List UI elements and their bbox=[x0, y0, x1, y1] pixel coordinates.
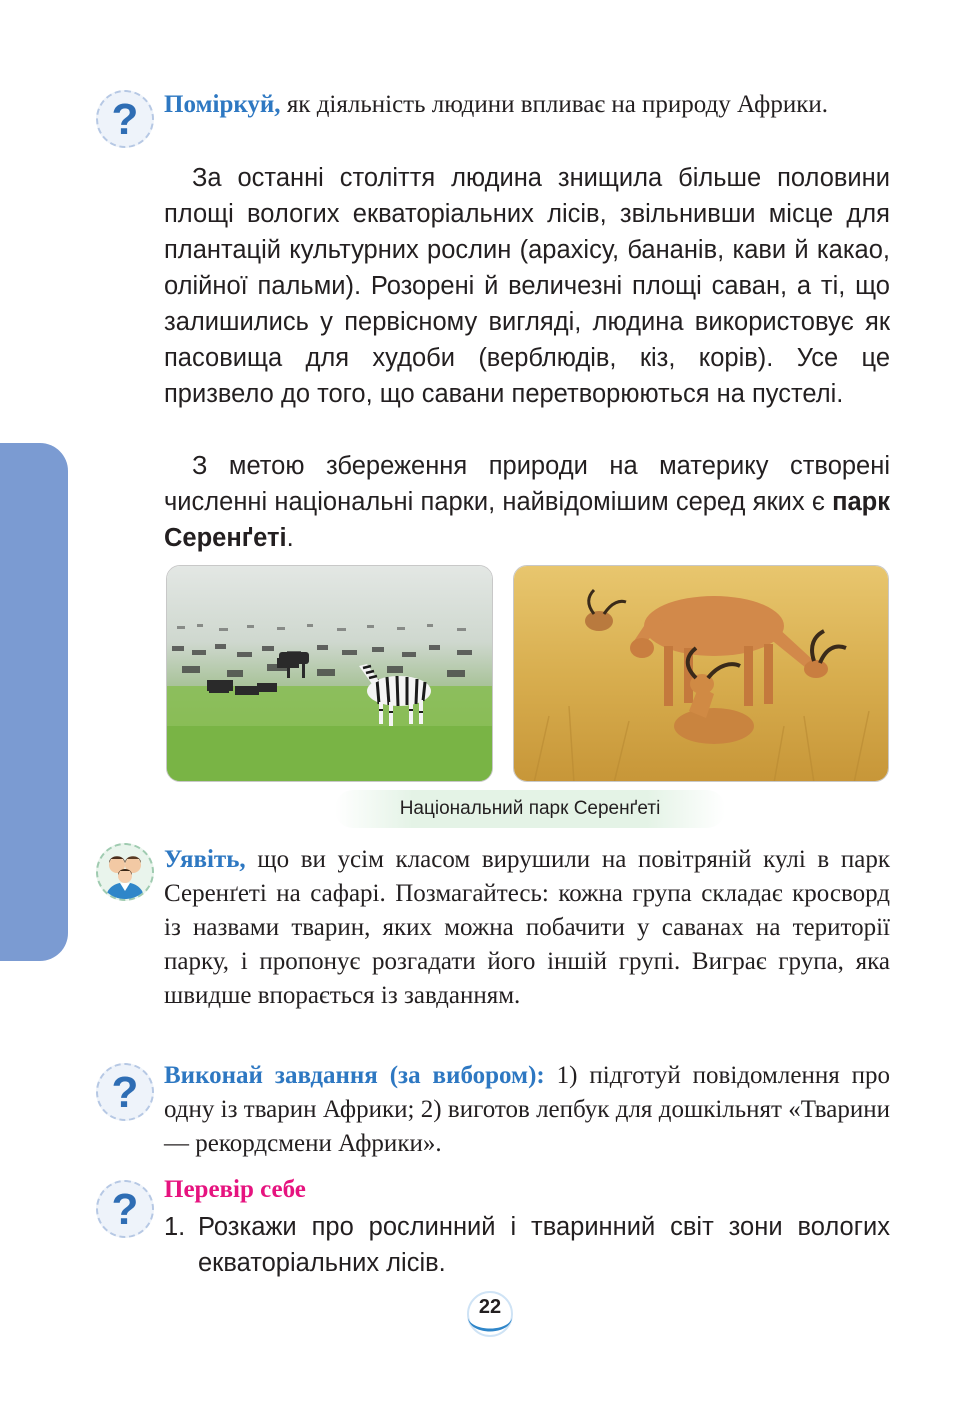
question-icon: ? bbox=[96, 1063, 154, 1121]
think-text: як діяльність людини впливає на природу Африки. bbox=[280, 91, 829, 118]
photo-caption: Національний парк Серенґеті bbox=[335, 790, 725, 828]
think-prompt bbox=[164, 88, 890, 122]
imagine-prompt bbox=[164, 843, 890, 1013]
check-title: Перевір себе bbox=[164, 1176, 306, 1203]
think-lead: Поміркуй, bbox=[164, 91, 281, 118]
paragraph-human-impact: За останні століття людина знищила більше половини площі вологих екваторіальних лісів, звільнивши місце для плантацій культурних рослин (арахісу, бананів, кави й какао, олійної пальми). Розорені й величезні площі саван, а ті, що залишились у первісному вигляді, людина використовує як пасовища для худоби (верблюдів, кіз, корів). Усе це призвело до того, що савани перетворюються на пустелі. bbox=[164, 164, 890, 408]
imagine-text: що ви усім класом вирушили на повітряній кулі в парк Серенґеті на сафарі. Позмагайтесь: кожна група складає кросворд із назвами тварин, яких можна побачити у саванах на території парку, і пропонує розгадати його іншій групі. Виграє група, яка швидше впорається із завданням. bbox=[164, 846, 890, 1009]
task-lead: Виконай завдання (за вибором): bbox=[164, 1062, 545, 1089]
task-prompt bbox=[164, 1059, 890, 1161]
chapter-side-tab bbox=[0, 443, 68, 961]
question-icon: ? bbox=[96, 1180, 154, 1238]
park-name: парк Серенґеті bbox=[164, 488, 890, 552]
check-item bbox=[164, 1209, 890, 1281]
task-text: 1) підготуй повідомлення про одну із тварин Африки; 2) виготов лепбук для дошкільнят «Тварини — рекордсмени Африки». bbox=[164, 1062, 891, 1157]
page-number: 22 bbox=[478, 1296, 502, 1318]
students-icon bbox=[96, 843, 154, 901]
photo-antelopes bbox=[513, 565, 889, 782]
check-item-text: Розкажи про рослинний і тваринний світ зони вологих екваторіальних лісів. bbox=[198, 1213, 890, 1277]
photo-serengeti-plains bbox=[166, 565, 493, 782]
imagine-lead: Уявіть, bbox=[164, 846, 246, 873]
check-item-number: 1. bbox=[164, 1213, 186, 1241]
question-icon: ? bbox=[96, 90, 154, 148]
paragraph-national-parks: З метою збереження природи на материку створені численні національні парки, найвідомішим серед яких є парк Серенґеті. bbox=[164, 452, 890, 552]
